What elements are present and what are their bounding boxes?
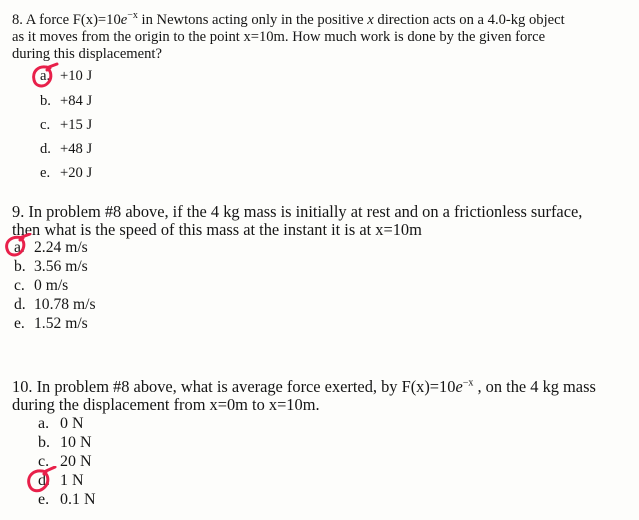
- option-10a[interactable]: a. 0 N: [38, 415, 84, 432]
- option-8a[interactable]: a. +10 J: [40, 68, 93, 84]
- option-10b[interactable]: b. 10 N: [38, 434, 92, 451]
- option-8e[interactable]: e. +20 J: [40, 165, 93, 181]
- question-10: [12, 378, 596, 414]
- option-9c[interactable]: c. 0 m/s: [14, 277, 69, 294]
- question-10-line-1: 10. In problem #8 above, what is average force exerted, by $F(x)=10e^{-x}$ , on the 4 kg mass: [12, 377, 596, 396]
- option-8c[interactable]: c. +15 J: [40, 117, 93, 133]
- option-9a[interactable]: a. 2.24 m/s: [14, 239, 88, 256]
- option-8d[interactable]: d. +48 J: [40, 141, 93, 157]
- question-9-line-2: then what is the speed of this mass at the instant it is at x=10m: [12, 220, 422, 239]
- question-8-line-3: during this displacement?: [12, 46, 162, 62]
- question-8-line-2: as it moves from the origin to the point x=10m. How much work is done by the given force: [12, 29, 546, 45]
- option-9e[interactable]: e. 1.52 m/s: [14, 315, 88, 332]
- option-9d[interactable]: d. 10.78 m/s: [14, 296, 96, 313]
- question-9: [12, 203, 582, 239]
- option-9b[interactable]: b. 3.56 m/s: [14, 258, 88, 275]
- option-10c[interactable]: c. 20 N: [38, 453, 92, 470]
- option-10e[interactable]: e. 0.1 N: [38, 491, 96, 508]
- question-9-line-1: 9. In problem #8 above, if the 4 kg mass is initially at rest and on a frictionless surface,: [12, 202, 583, 221]
- question-10-line-2: during the displacement from x=0m to x=10m.: [12, 395, 320, 414]
- question-8-line-1: 8. A force $F(x)=10e^{-x}$ in Newtons acting only in the positive x direction acts on a 4.0-kg object: [12, 10, 565, 28]
- option-8b[interactable]: b. +84 J: [40, 93, 93, 109]
- question-8: [12, 12, 565, 63]
- option-10d[interactable]: d. 1 N: [38, 472, 84, 489]
